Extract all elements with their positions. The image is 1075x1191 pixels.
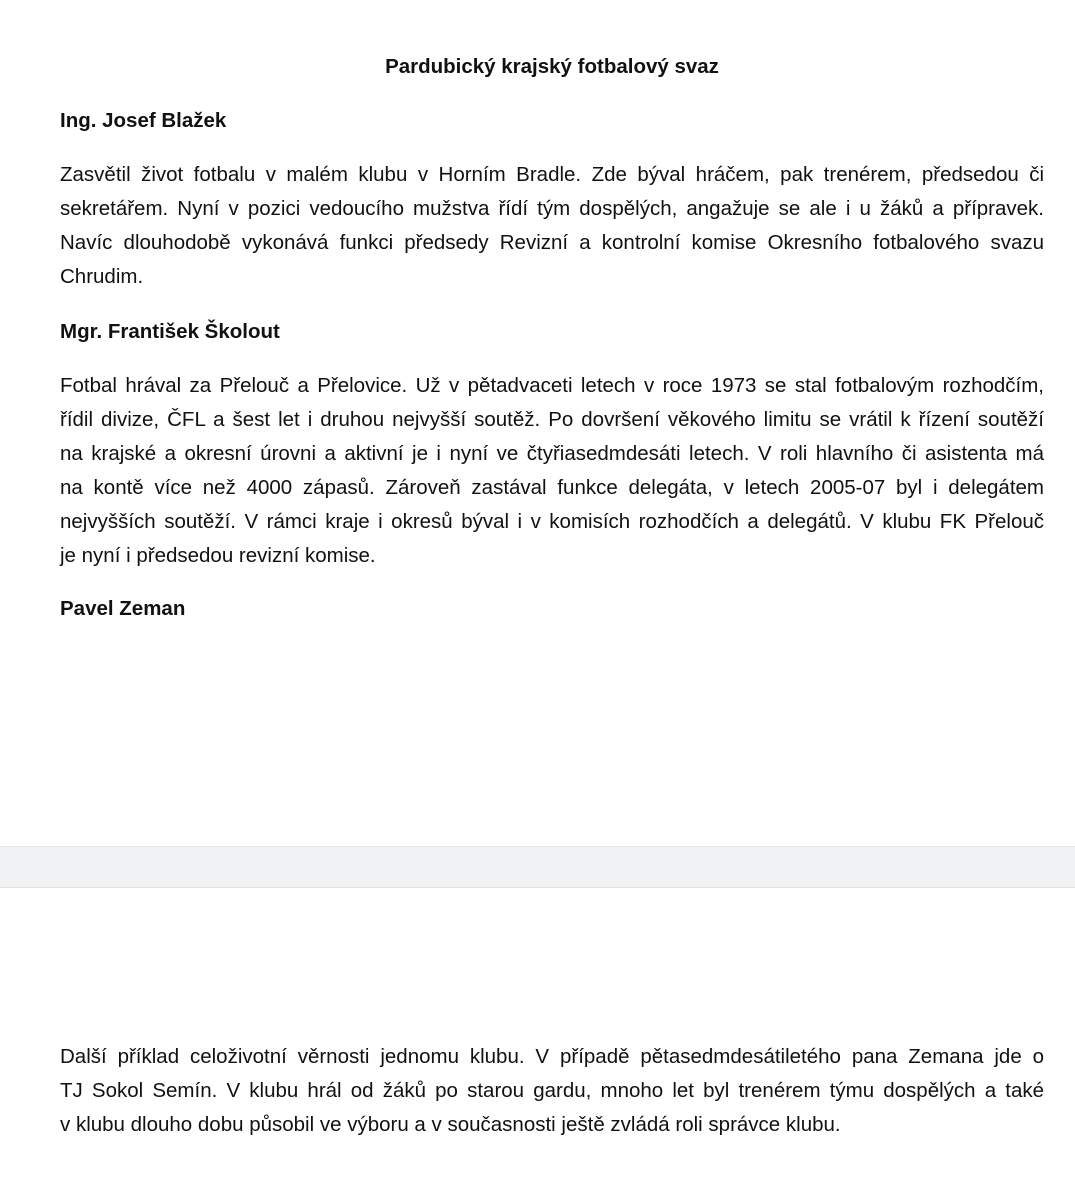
text-line: Chrudim. [60, 265, 144, 288]
text-line: řídil divize, ČFL a šest let i druhou nejvyšší soutěž. Po dovršení věkového limitu se vrátil k řízení soutěží [60, 408, 1044, 431]
bio-paragraph-skolout [60, 369, 1044, 573]
person-name-zeman: Pavel Zeman [60, 597, 186, 620]
document-page-2 [0, 888, 1075, 1191]
page-separator [0, 846, 1075, 888]
text-line: na krajské a okresní úrovni a aktivní je i nyní ve čtyřiasedmdesáti letech. V roli hlavního či asistenta má [60, 442, 1044, 465]
text-line: Další příklad celoživotní věrnosti jednomu klubu. V případě pětasedmdesátiletého pana Zemana jde o [60, 1045, 1044, 1068]
text-line: TJ Sokol Semín. V klubu hrál od žáků po starou gardu, mnoho let byl trenérem týmu dospělých a také [60, 1079, 1044, 1102]
person-name-skolout: Mgr. František Školout [60, 320, 280, 343]
text-line: Zasvětil život fotbalu v malém klubu v Horním Bradle. Zde býval hráčem, pak trenérem, předsedou či [60, 163, 1044, 186]
text-line: v klubu dlouho dobu působil ve výboru a v současnosti ještě zvládá roli správce klubu. [60, 1113, 841, 1136]
text-line: Navíc dlouhodobě vykonává funkci předsedy Revizní a kontrolní komise Okresního fotbalového svazu [60, 231, 1044, 254]
text-line: je nyní i předsedou revizní komise. [60, 544, 376, 567]
document-title: Pardubický krajský fotbalový svaz [385, 55, 719, 78]
text-line: Fotbal hrával za Přelouč a Přelovice. Už v pětadvaceti letech v roce 1973 se stal fotbalovým rozhodčím, [60, 374, 1044, 397]
bio-paragraph-blazek [60, 158, 1044, 294]
text-line: na kontě více než 4000 zápasů. Zároveň zastával funkce delegáta, v letech 2005-07 byl i delegátem [60, 476, 1044, 499]
text-line: nejvyšších soutěží. V rámci kraje i okresů býval i v komisích rozhodčích a delegátů. V klubu FK Přelouč [60, 510, 1044, 533]
person-name-blazek: Ing. Josef Blažek [60, 109, 227, 132]
text-line: sekretářem. Nyní v pozici vedoucího mužstva řídí tým dospělých, angažuje se ale i u žáků a přípravek. [60, 197, 1044, 220]
bio-paragraph-zeman [60, 1040, 1044, 1142]
